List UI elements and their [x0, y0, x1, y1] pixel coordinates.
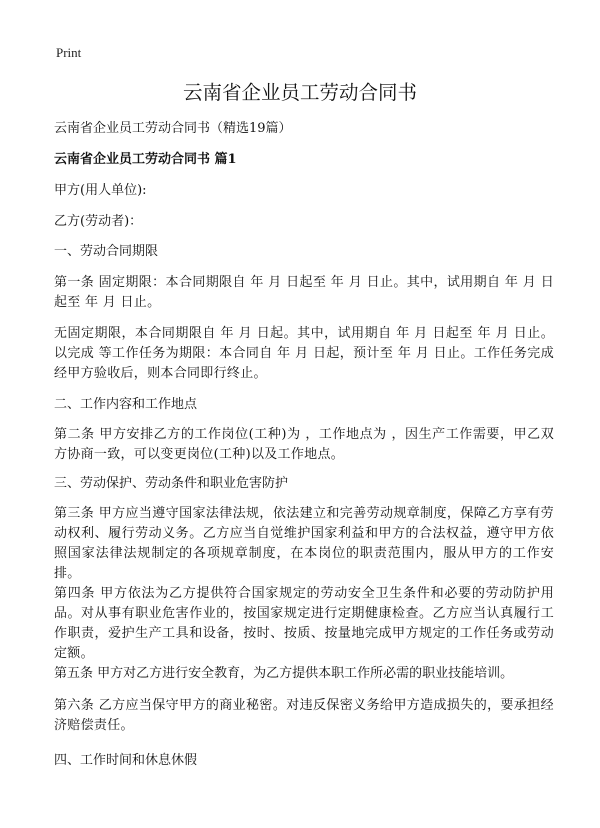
document-subtitle: 云南省企业员工劳动合同书（精选19篇）: [54, 121, 292, 136]
chapter-heading-protection: 三、劳动保护、劳动条件和职业危害防护: [54, 476, 289, 491]
section-heading: 云南省企业员工劳动合同书 篇1: [54, 152, 237, 167]
print-link[interactable]: Print: [56, 45, 82, 60]
document-title: 云南省企业员工劳动合同书: [182, 81, 417, 104]
chapter-heading-hours: 四、工作时间和休息休假: [54, 753, 198, 768]
party-a-line: 甲方(用人单位):: [54, 183, 147, 198]
article-3-paragraph: 第三条 甲方应当遵守国家法律法规，依法建立和完善劳动规章制度，保障乙方享有劳动权利、履行劳动义务。乙方应当自觉维护国家利益和甲方的合法权益，遵守甲方依照国家法律法规制定的各项规章制度，在本岗位的职责范围内，服从甲方的工作安排。: [54, 506, 554, 581]
article-6-paragraph: 第六条 乙方应当保守甲方的商业秘密。对违反保密义务给甲方造成损失的，要承担经济赔偿责任。: [54, 698, 554, 733]
chapter-heading-work: 二、工作内容和工作地点: [54, 397, 198, 412]
article-5-paragraph: 第五条 甲方对乙方进行安全教育，为乙方提供本职工作所必需的职业技能培训。: [54, 666, 514, 681]
article-4-paragraph: 第四条 甲方依法为乙方提供符合国家规定的劳动安全卫生条件和必要的劳动防护用品。对从事有职业危害作业的，按国家规定进行定期健康检查。乙方应当认真履行工作职责，爱护生产工具和设备，按时、按质、按量地完成甲方规定的工作任务或劳动定额。: [54, 586, 554, 661]
chapter-heading-term: 一、劳动合同期限: [54, 244, 159, 259]
party-b-line: 乙方(劳动者)：: [54, 214, 143, 229]
article-2-paragraph: 第二条 甲方安排乙方的工作岗位(工种)为 ，工作地点为 ，因生产工作需要，甲乙双方协商一致，可以变更岗位(工种)以及工作地点。: [54, 427, 554, 462]
indefinite-term-paragraph: 无固定期限，本合同期限自 年 月 日起。其中，试用期自 年 月 日起至 年 月 日止。以完成 等工作任务为期限：本合同自 年 月 日起，预计至 年 月 日止。工作任务完成经甲方验收后，则本合同即行终止。: [54, 326, 554, 381]
article-1-paragraph: 第一条 固定期限：本合同期限自 年 月 日起至 年 月 日止。其中，试用期自 年 月 日起至 年 月 日止。: [54, 275, 554, 310]
